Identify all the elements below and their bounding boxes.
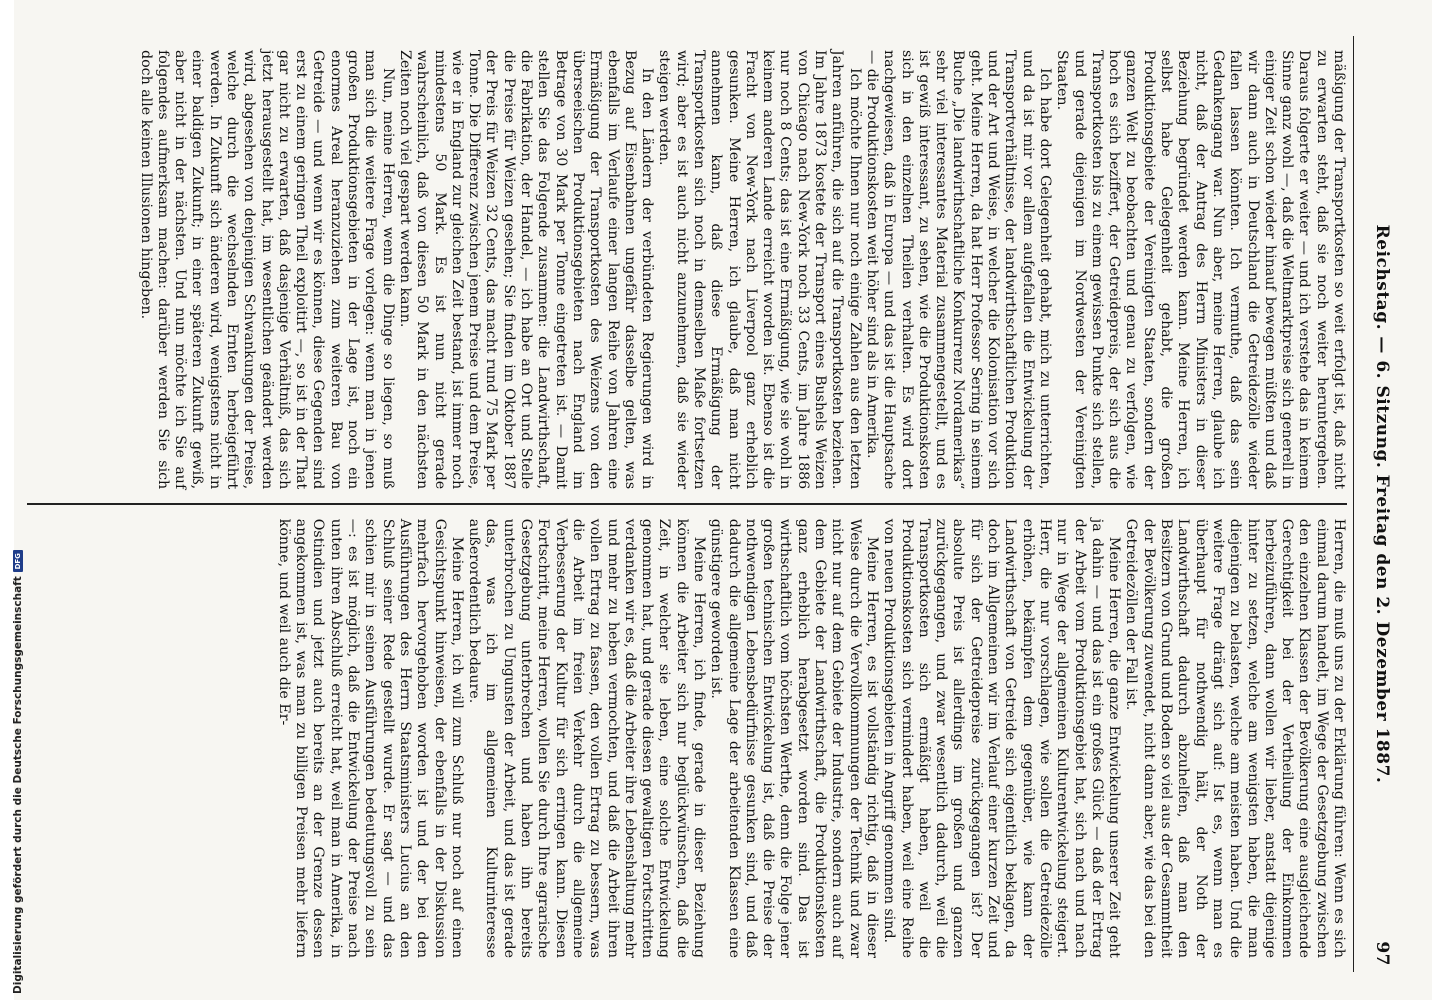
paragraph: Meine Herren, ich will zum Schluß nur noch auf einen Gesichtspunkt hinweisen, der ebenfalls in der Diskussion mehrfach hervorgehoben worden ist und der bei den Ausführungen des Herrn Staatsministers Lucius an den Schluß seiner Rede gestellt wurde. Er sagt — und das schien mir in seinen Ausführungen bedeutungsvoll zu sein —: es ist möglich, daß die Entwickelung der Preise nach unten ihren Abschluß erreicht hat, weil man in Amerika, in Ostindien und jetzt auch bereits an der Grenze dessen angekommen ist, was man zu billigen Preisen mehr liefern könne, und weil auch die Er-: [275, 518, 465, 958]
digitization-credit-bar: [0, 0, 24, 1000]
paragraph: Meine Herren, die ganze Entwickelung unserer Zeit geht ja dahin — und das ist ein großes Glück — daß der Ertrag der Arbeit vom Produktionsgebiet hat, sich nach und nach nur in Wege der allgemeinen Kulturentwickelung steigert. Herr, die nur vorschlagen, wie sollen die Getreidezölle erhöhen, bekämpfen dem gegenüber, wie kann der Landwirthschaft von Getreide sich eigentlich beklagen, da doch im Allgemeinen wir im Verlauf einer kurzen Zeit und für sich der Getreidepreise zurückgegangen ist? Der absolute Preis ist allerdings im großen und ganzen zurückgegangen, und zwar wesentlich dadurch, weil die Transportkosten sich ermäßigt haben, weil die Produktionskosten sich vermindert haben, weil eine Reihe von neuen Produktionsgebieten in Angriff genommen sind.: [881, 518, 1123, 958]
paragraph: Ich habe dort Gelegenheit gehabt, mich zu unterrichten, und da ist mir vor allem aufgefallen die Entwickelung der Transportverhältnisse, der landwirthschaftlichen Produktion und der Art und Weise, in welcher die Kolonisation vor sich geht. Meine Herren, da hat Herr Professor Sering in seinem Buche „Die landwirthschaftliche Konkurrenz Nordamerikas“ sehr viel interessantes Material zusammengestellt, und es ist gewiß interessant, zu sehen, wie die Produktionskosten sich in den einzelnen Theilen verhalten. Es wird dort nachgewiesen, daß in Europa — und das ist die Hauptsache — die Produktionskosten weit höher sind als in Amerika.: [863, 50, 1053, 490]
page-number: 97: [1372, 941, 1392, 966]
paragraph: In den Ländern der verbündeten Regierungen wird in Bezug auf Eisenbahnen ungefähr dasselbe gelten, was ebenfalls im Verlaufe einer langen Reihe von Jahren eine Ermäßigung der Transportkosten des Weizens von den überseeischen Produktionsgebieten nach England im Betrage von 30 Mark per Tonne eingetreten ist. — Damit stellen Sie das Folgende zusammen: die Landwirthschaft, die Fabrikation, der Handel, — ich habe an Ort und Stelle die Preise für Weizen gesehen; Sie finden im Oktober 1887 der Preis für Weizen 32 Cents, das macht rund 75 Mark per Tonne. Die Differenz zwischen jenem Preise und dem Preise, wie er in England zur gleichen Zeit bestand, ist immer noch mindestens 50 Mark. Es ist nun nicht gerade wahrscheinlich, daß von diesen 50 Mark in den nächsten Zeiten noch viel gespart werden kann.: [396, 50, 656, 490]
column-right: [27, 505, 1347, 972]
paragraph: Meine Herren, ich finde, gerade in dieser Beziehung können die Arbeiter sich nur beglückwünschen, daß die Zeit, in welcher sie leben, eine solche Entwickelung genommen hat, und gerade diesen gewaltigen Fortschritten verdanken wir es, daß die Arbeiter ihre Lebenshaltung mehr und mehr zu heben vermochten, und daß die Arbeit ihren vollen Ertrag zu fassen, den vollen Ertrag zu bessern, was die Arbeit im freien Verkehr durch die allgemeine Verbesserung der Kultur für sich erringen kann. Diesen Fortschritt, meine Herren, wollen Sie durch Ihre agrarische Gesetzgebung unterbrechen und haben ihn bereits unterbrochen zu Ungunsten der Arbeit, und das ist gerade das, was ich im allgemeinen Kulturinteresse außerordentlich bedaure.: [466, 518, 708, 958]
column-left: [27, 36, 1347, 503]
paragraph: mäßigung der Transportkosten so weit erfolgt ist, daß nicht zu erwarten steht, daß sie noch weiter heruntergehen. Daraus folgerte er weiter — und ich verstehe das in keinem Sinne ganz wohl —, daß die Weltmarktpreise sich generell in einiger Zeit schon wieder hinauf bewegen müßten und daß wir dann auch in Deutschland die Getreidezölle wieder fallen lassen könnten. Ich vermuthe, daß das sein Gedankengang war. Nun aber, meine Herren, glaube ich nicht, daß der Antrag des Herrn Ministers in dieser Beziehung begründet werden kann. Meine Herren, ich selbst habe Gelegenheit gehabt, die großen Produktionsgebiete der Vereinigten Staaten, sondern der ganzen Welt zu beobachten und genau zu verfolgen, wie hoch es sich beziffert, der Getreidepreis, der sich aus die Transportkosten bis zu einem gewissen Punkte sich stellen, und gerade diejenigen im Nordwesten der Vereinigten Staaten.: [1054, 50, 1347, 490]
paragraph: Nun, meine Herren, wenn die Dinge so liegen, so muß man sich die weitere Frage vorlegen: wenn man in jenen großen Produktionsgebieten in der Lage ist, noch ein enormes Areal heranzuziehen zum weiteren Bau von Getreide — und wenn wir es können, diese Gegenden sind erst zu einem geringen Theil exploitirt —, so ist in der That gar nicht zu erwarten, daß dasjenige Verhältniß, das sich jetzt herausgestellt hat, im wesentlichen geändert werden wird, abgesehen von denjenigen Schwankungen der Preise, welche durch die wechselnden Ernten herbeigeführt werden. In Zukunft sich änderen wird, wenigstens nicht in einer baldigen Zukunft; in einer späteren Zukunft gewiß, aber nicht in der nächsten. Und nun möchte ich Sie auf folgendes aufmerksam machen: darüber werden Sie sich doch alle keinen Illusionen hingeben.: [137, 50, 396, 490]
running-title: Reichstag. — 6. Sitzung. Freitag den 2. Dezember 1887.: [1372, 224, 1392, 784]
credit-text: Digitalisierung gefördert durch die Deutsche Forschungsgemeinschaft: [12, 576, 24, 994]
page-header: [1353, 36, 1392, 972]
paragraph: Herren, die muß uns zu der Erklärung führen: Wenn es sich einmal darum handelt, im Wege der Gesetzgebung zwischen den einzelnen Klassen der Bevölkerung eine ausgleichende Gerechtigkeit bei der Vertheilung der Einkommen herbeizuführen, dann wollen wir lieber, anstatt diejenige hinter zu setzen, welche am wenigsten haben, die man diejenigen zu belasten, welche am meisten haben. Und die weitere Frage drängt sich auf: Ist es, wenn man es überhaupt für nothwendig hält, der Noth der Landwirthschaft dadurch abzuhelfen, daß man den Besitzern von Grund und Boden so viel aus der Gesammtheit der Bevölkerung zuwendet, nicht dann aber, wie das bei den Getreidezöllen der Fall ist.: [1123, 518, 1347, 958]
paragraph: Ich möchte Ihnen nur noch einige Zahlen aus den letzten Jahren anführen, die sich auf die Transportkosten beziehen. Im Jahre 1873 kostete der Transport eines Bushels Weizen von Chicago nach New-York noch 33 Cents, im Jahre 1886 nur noch 8 Cents; das ist eine Ermäßigung, wie sie wohl in keinem anderen Lande erreicht worden ist. Ebenso ist die Fracht von New-York nach Liverpool ganz erheblich gesunken. Meine Herren, ich glaube, daß man nicht annehmen kann, daß diese Ermäßigung der Transportkosten sich noch in demselben Maße fortsetzen wird; aber es ist auch nicht anzunehmen, daß sie wieder steigen werden.: [656, 50, 863, 490]
paragraph: Meine Herren, es ist vollständig richtig, daß in dieser Weise durch die Vervollkommnungen der Technik und zwar nicht nur auf dem Gebiete der Industrie, sondern auch auf dem Gebiete der Landwirthschaft, die Produktionskosten ganz erheblich herabgesetzt worden sind. Das ist wirthschaftlich vom höchsten Werthe, denn die Folge jener großen technischen Entwickelung ist, daß die Preise der nothwendigen Lebensbedürfnisse gesunken sind, und daß dadurch die allgemeine Lage der arbeitenden Klassen eine günstigere geworden ist.: [708, 518, 880, 958]
text-columns: [27, 36, 1347, 972]
dfg-logo: DFG: [13, 550, 23, 572]
